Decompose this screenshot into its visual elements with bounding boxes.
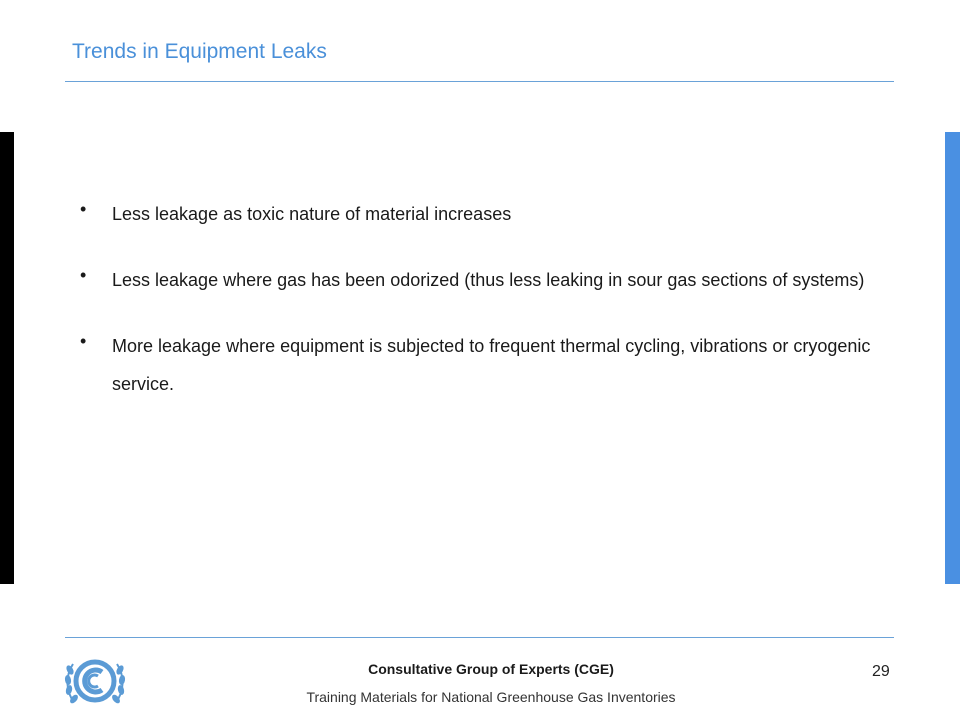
- right-accent-bar: [945, 132, 960, 584]
- bullet-text: More leakage where equipment is subjected to frequent thermal cycling, vibrations or cryogenic service.: [112, 336, 871, 394]
- footer-organization: Consultative Group of Experts (CGE): [368, 661, 614, 677]
- bullet-list: [80, 200, 900, 403]
- footer-subtitle: Training Materials for National Greenhouse Gas Inventories: [306, 689, 676, 705]
- bullet-marker: •: [80, 199, 87, 219]
- bullet-marker: •: [80, 331, 87, 351]
- bullet-item: [80, 195, 900, 233]
- bullet-item: [80, 261, 900, 299]
- bullet-marker: •: [80, 265, 87, 285]
- bullet-text: Less leakage where gas has been odorized (thus less leaking in sour gas sections of systems): [112, 270, 865, 290]
- page-number: 29: [872, 663, 890, 680]
- bullet-item: [80, 327, 900, 403]
- slide-title: Trends in Equipment Leaks: [72, 40, 327, 63]
- left-accent-bar: [0, 132, 14, 584]
- bullet-text: Less leakage as toxic nature of material increases: [112, 204, 512, 224]
- footer-divider: [65, 637, 894, 638]
- title-divider: [65, 81, 894, 82]
